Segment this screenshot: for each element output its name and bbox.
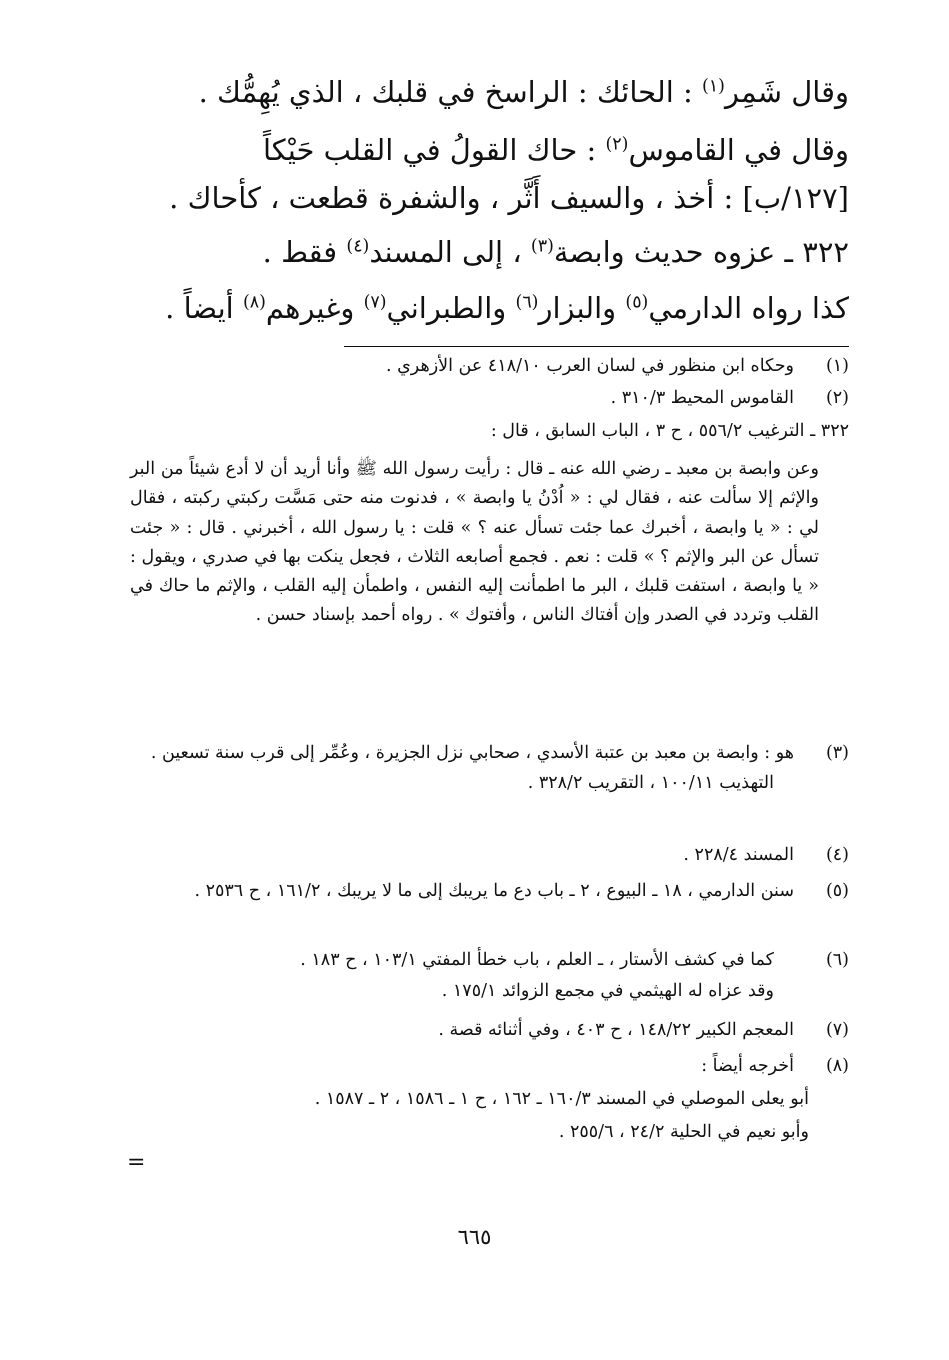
text-segment: والطبراني [386, 291, 516, 325]
footnote-322 [150, 418, 849, 444]
footnote-text: وأبو نعيم في الحلية ٢٤/٢ ، ٢٥٥/٦ . [558, 1122, 809, 1142]
footnote-separator [344, 346, 849, 347]
main-text-line-5 [130, 288, 849, 328]
hadith-quote [130, 455, 849, 631]
footnote-text: أبو يعلى الموصلي في المسند ١٦٠/٣ ـ ١٦٢ ، ح ١ ـ ١٥٨٦ ، ٢ ـ ١٥٨٧ . [314, 1089, 809, 1109]
text-segment: وقال شَمِر [724, 75, 849, 109]
main-text-line-4 [130, 232, 849, 272]
continuation-mark: = [127, 1150, 146, 1175]
text-segment: وغيرهم [265, 291, 364, 325]
footnote-7 [120, 1017, 849, 1043]
footnote-text: سنن الدارمي ، ١٨ ـ البيوع ، ٢ ـ باب دع ما يريبك إلى ما لا يريبك ، ١٦١/٢ ، ح ٢٥٣٦ . [194, 881, 794, 901]
footnote-number: (٢) [825, 388, 849, 408]
text-segment: أيضاً . [165, 291, 243, 325]
footnote-text: المسند ٢٢٨/٤ . [683, 845, 794, 865]
footnote-text: كما في كشف الأستار ، ـ العلم ، باب خطأ المفتي ١٠٣/١ ، ح ١٨٣ . [300, 950, 774, 970]
footnote-4 [120, 842, 849, 868]
footnote-1 [120, 353, 849, 379]
footnote-ref: (٦) [515, 292, 539, 313]
footnote-ref: (٥) [625, 292, 649, 313]
footnote-ref: (٣) [530, 236, 554, 257]
footnote-number: (٣) [825, 743, 849, 763]
text-segment: ، إلى المسند [369, 235, 531, 269]
footnote-text: وحكاه ابن منظور في لسان العرب ٤١٨/١٠ عن الأزهري . [385, 356, 794, 376]
footnote-text: وقد عزاه له الهيثمي في مجمع الزوائد ١٧٥/١ . [441, 981, 774, 1001]
page-number: ٦٦٥ [457, 1225, 492, 1249]
footnote-6 [120, 945, 849, 1007]
text-segment: والبزار [538, 291, 626, 325]
footnote-number: (٧) [825, 1020, 849, 1040]
footnote-text: القاموس المحيط ٣١٠/٣ . [610, 388, 794, 408]
footnote-8 [120, 1050, 849, 1149]
footnote-number: (٤) [825, 845, 849, 865]
footnote-text: المعجم الكبير ١٤٨/٢٢ ، ح ٤٠٣ ، وفي أثنائه قصة . [438, 1020, 794, 1040]
footnote-3 [120, 738, 849, 798]
main-text-line-2 [130, 130, 849, 170]
footnote-text: هو : وابصة بن معبد بن عتبة الأسدي ، صحابي نزل الجزيرة ، وعُمِّر إلى قرب سنة تسعين . [150, 743, 794, 763]
text-segment: ٣٢٢ ـ عزوه حديث وابصة [553, 235, 849, 269]
text-segment: فقط . [262, 235, 347, 269]
footnote-number: (١) [825, 356, 849, 376]
footnote-number: (٨) [825, 1056, 849, 1076]
text-segment: وقال في القاموس [628, 133, 849, 167]
footnote-text: ٣٢٢ ـ الترغيب ٥٥٦/٢ ، ح ٣ ، الباب السابق ، قال : [490, 421, 849, 441]
main-text-line-1 [130, 72, 849, 112]
footnote-ref: (٢) [605, 134, 629, 155]
footnote-text: أخرجه أيضاً : [701, 1056, 794, 1076]
footnote-number: (٦) [825, 950, 849, 970]
footnote-ref: (٤) [346, 236, 370, 257]
text-segment: : الحائك : الراسخ في قلبك ، الذي يُهِمُّك . [198, 75, 702, 109]
footnote-text: التهذيب ١٠٠/١١ ، التقريب ٣٢٨/٢ . [527, 773, 774, 793]
footnote-ref: (٨) [242, 292, 266, 313]
footnote-2 [120, 385, 849, 411]
footnote-5 [120, 876, 849, 907]
text-segment: كذا رواه الدارمي [648, 291, 849, 325]
main-text-line-3 [130, 178, 849, 218]
footnote-number: (٥) [825, 881, 849, 901]
footnote-ref: (١) [702, 76, 725, 97]
text-segment: [١٢٧/ب] : أخذ ، والسيف أَثَّر ، والشفرة قطعت ، كأحاك . [169, 181, 849, 215]
footnote-ref: (٧) [363, 292, 387, 313]
hadith-text: وعن وابصة بن معبد ـ رضي الله عنه ـ قال : رأيت رسول الله ﷺ وأنا أريد أن لا أدع شيئاً من البر والإثم إلا سألت عنه ، فقال لي : « اُدْنُ يا وابصة » ، فدنوت منه حتى مَسَّت ركبتي ركبته ، فقال لي : « يا وابصة ، أخبرك عما جئت تسأل عنه ؟ » قلت : يا رسول الله ، أخبرني . قال : « جئت تسأل عن البر والإثم ؟ » قلت : نعم . فجمع أصابعه الثلاث ، فجعل ينكت بها في صدري ، ويقول : « يا وابصة ، استفت قلبك ، البر ما اطمأنت إليه النفس ، واطمأن إليه القلب ، والإثم ما حاك في القلب وتردد في الصدر وإن أفتاك الناس ، وأفتوك » . رواه أحمد بإسناد حسن . [130, 459, 819, 626]
text-segment: : حاك القولُ في القلب حَيْكاً [262, 133, 606, 167]
